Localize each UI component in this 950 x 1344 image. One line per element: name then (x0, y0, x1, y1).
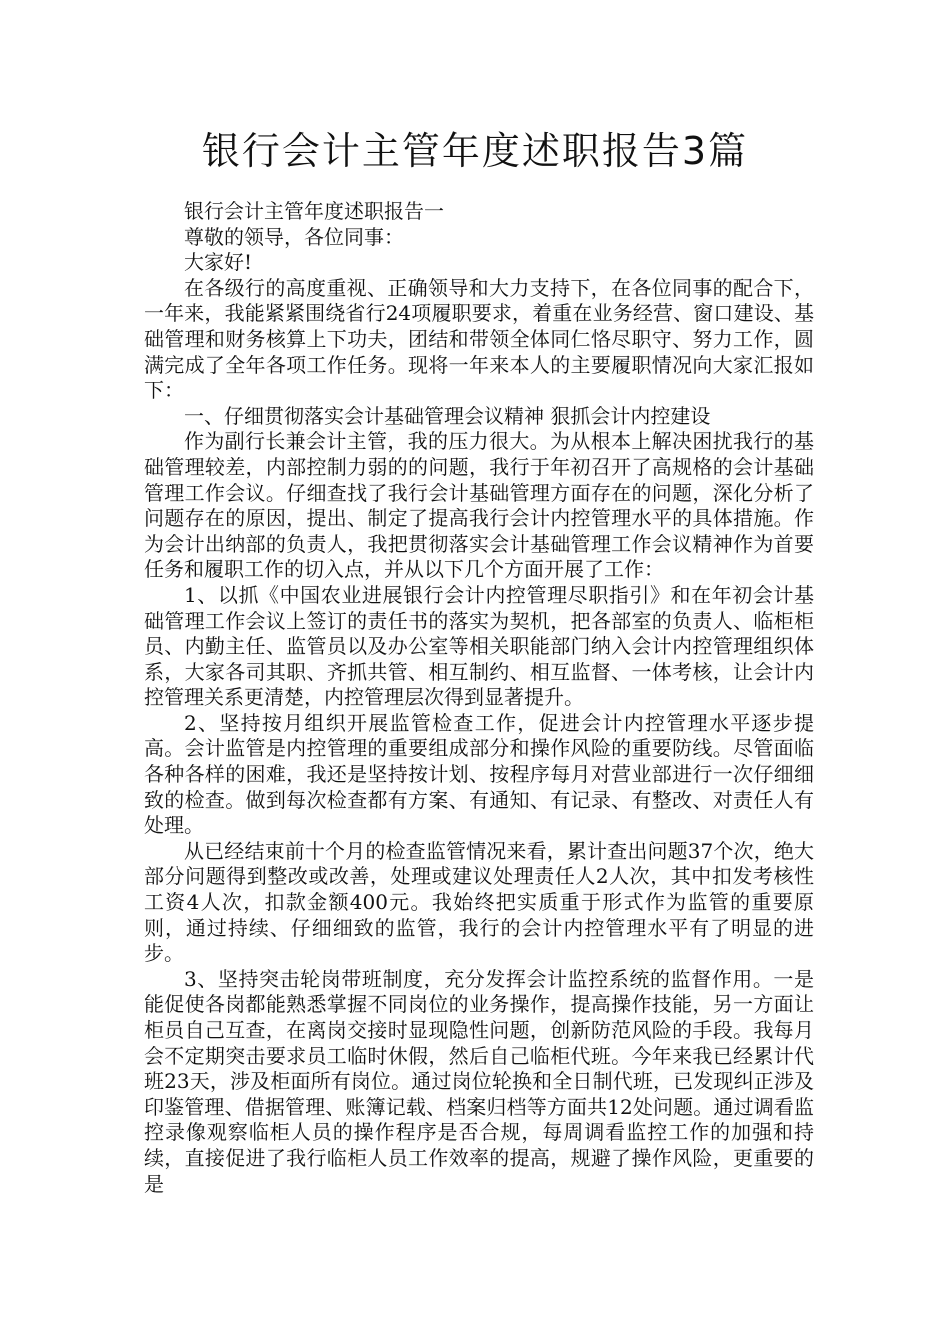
paragraph-intro: 在各级行的高度重视、正确领导和大力支持下，在各位同事的配合下，一年来，我能紧紧围绕省行24项履职要求，着重在业务经营、窗口建设、基础管理和财务核算上下功夫，团结和带领全体同仁恪尽职守、努力工作，圆满完成了全年各项工作任务。现将一年来本人的主要履职情况向大家汇报如下： (144, 275, 814, 403)
report-subtitle: 银行会计主管年度述职报告一 (184, 199, 444, 223)
paragraph-item-2: 2、坚持按月组织开展监管检查工作，促进会计内控管理水平逐步提高。会计监管是内控管理的重要组成部分和操作风险的重要防线。尽管面临各种各样的困难，我还是坚持按计划、按程序每月对营业部进行一次仔细细致的检查。做到每次检查都有方案、有通知、有记录、有整改、对责任人有处理。 (144, 710, 814, 838)
section-heading-1: 一、仔细贯彻落实会计基础管理会议精神 狠抓会计内控建设 (184, 403, 711, 428)
salutation: 尊敬的领导，各位同事： (184, 224, 404, 249)
paragraph-results: 从已经结束前十个月的检查监管情况来看，累计查出问题37个次，绝大部分问题得到整改或改善，处理或建议处理责任人2人次，其中扣发考核性工资4人次，扣款金额400元。我始终把实质重于形式作为监管的重要原则，通过持续、仔细细致的监管，我行的会计内控管理水平有了明显的进步。 (144, 838, 814, 966)
document-title: 银行会计主管年度述职报告3篇 (201, 129, 749, 173)
paragraph-item-1: 1、以抓《中国农业进展银行会计内控管理尽职指引》和在年初会计基础管理工作会议上签订的责任书的落实为契机，把各部室的负责人、临柜柜员、内勤主任、监管员以及办公室等相关职能部门纳入会计内控管理组织体系，大家各司其职、齐抓共管、相互制约、相互监督、一体考核，让会计内控管理关系更清楚，内控管理层次得到显著提升。 (144, 582, 814, 710)
greeting: 大家好! (184, 250, 253, 275)
paragraph-role: 作为副行长兼会计主管，我的压力很大。为从根本上解决困扰我行的基础管理较差，内部控制力弱的的问题，我行于年初召开了高规格的会计基础管理工作会议。仔细查找了我行会计基础管理方面存在的问题，深化分析了问题存在的原因，提出、制定了提高我行会计内控管理水平的具体措施。作为会计出纳部的负责人，我把贯彻落实会计基础管理工作会议精神作为首要任务和履职工作的切入点，并从以下几个方面开展了工作： (144, 429, 814, 582)
paragraph-item-3: 3、坚持突击轮岗带班制度，充分发挥会计监控系统的监督作用。一是能促使各岗都能熟悉掌握不同岗位的业务操作，提高操作技能，另一方面让柜员自己互查，在离岗交接时显现隐性问题，创新防范风险的手段。我每月会不定期突击要求员工临时休假，然后自己临柜代班。今年来我已经累计代班23天，涉及柜面所有岗位。通过岗位轮换和全日制代班，已发现纠正涉及印鉴管理、借据管理、账簿记载、档案归档等方面共12处问题。通过调看监控录像观察临柜人员的操作程序是否合规，每周调看监控工作的加强和持续，直接促进了我行临柜人员工作效率的提高，规避了操作风险，更重要的是 (144, 966, 814, 1196)
document-body (144, 199, 814, 1197)
